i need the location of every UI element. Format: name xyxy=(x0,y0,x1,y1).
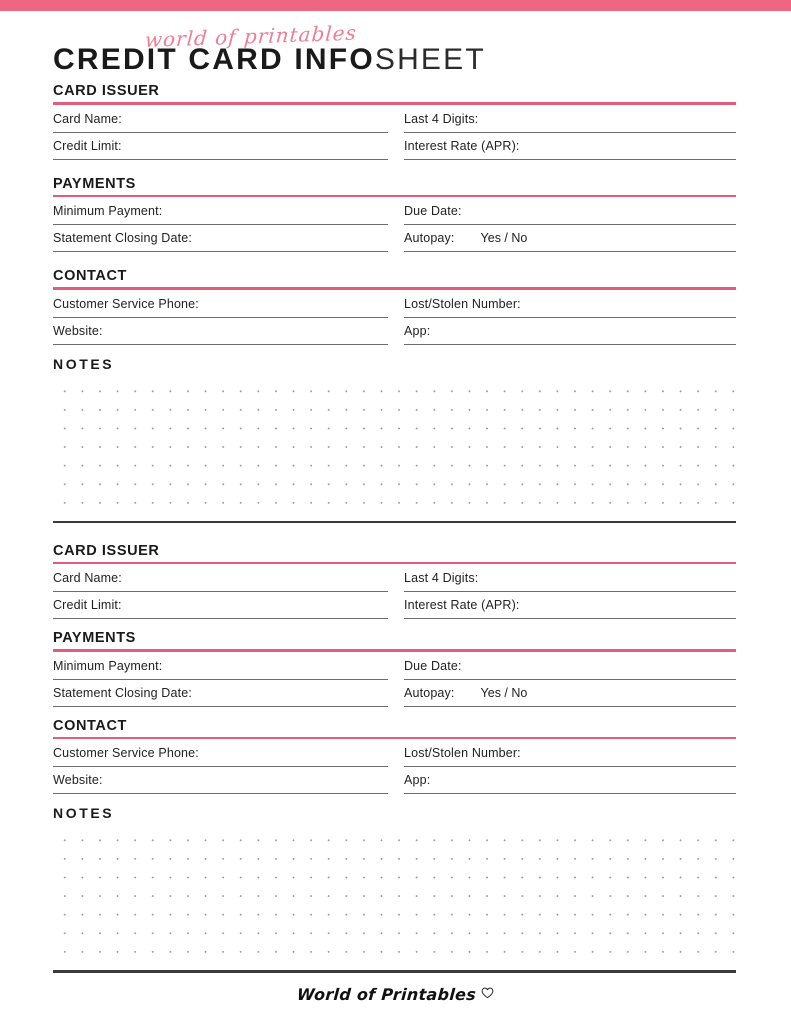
section-heading-contact-1: CONTACT xyxy=(53,268,128,284)
field-row xyxy=(53,680,736,707)
notes-dot-grid-1[interactable] xyxy=(53,375,736,510)
section-rule-contact-2 xyxy=(53,737,736,740)
field-label: Customer Service Phone: xyxy=(53,296,199,311)
spacer xyxy=(53,510,736,521)
section-heading-card-issuer-2: CARD ISSUER xyxy=(53,542,160,559)
card-block-1 xyxy=(53,83,736,510)
field-customer-service-phone-1[interactable] xyxy=(53,291,388,318)
heart-outline-icon xyxy=(481,986,494,1004)
section-rule-payments-1 xyxy=(53,195,736,198)
title-light-part: SHEET xyxy=(374,43,486,76)
section-rows-contact-1 xyxy=(53,291,736,345)
section-heading-payments-1: PAYMENTS xyxy=(53,175,136,192)
page-title xyxy=(53,11,736,83)
spacer xyxy=(53,345,736,356)
section-rule-payments-2 xyxy=(53,649,736,652)
field-label: App: xyxy=(404,773,431,788)
top-accent-bar xyxy=(0,0,791,11)
field-autopay-1[interactable] xyxy=(404,225,736,252)
section-heading-notes-1: NOTES xyxy=(53,355,115,372)
title-bold-part: CREDIT CARD INFO xyxy=(53,43,375,76)
field-label: Lost/Stolen Number: xyxy=(404,296,521,311)
field-row xyxy=(53,291,736,318)
field-label: Card Name: xyxy=(53,111,122,126)
field-website-2[interactable] xyxy=(53,767,388,794)
field-credit-limit-2[interactable] xyxy=(53,592,388,619)
spacer xyxy=(53,794,736,805)
field-row xyxy=(53,318,736,345)
field-last-4-digits-1[interactable] xyxy=(404,106,736,133)
section-rule-card-issuer-1 xyxy=(53,102,736,105)
notes-dot-grid-2[interactable] xyxy=(53,824,736,959)
field-label: Lost/Stolen Number: xyxy=(404,746,521,761)
footer-brand-text: World of Printables xyxy=(296,985,478,1004)
field-app-1[interactable] xyxy=(404,318,736,345)
field-label: Last 4 Digits: xyxy=(404,111,479,126)
field-row xyxy=(53,740,736,767)
field-last-4-digits-2[interactable] xyxy=(404,565,736,592)
field-row xyxy=(53,198,736,225)
field-app-2[interactable] xyxy=(404,767,736,794)
field-value-autopay[interactable]: Yes / No xyxy=(480,231,528,245)
field-label: Website: xyxy=(53,773,103,788)
field-minimum-payment-2[interactable] xyxy=(53,653,388,680)
field-row xyxy=(53,592,736,619)
field-label: Minimum Payment: xyxy=(53,658,163,673)
field-due-date-2[interactable] xyxy=(404,653,736,680)
field-label: Card Name: xyxy=(53,571,122,586)
field-statement-closing-date-1[interactable] xyxy=(53,225,388,252)
field-due-date-1[interactable] xyxy=(404,198,736,225)
section-rows-contact-2 xyxy=(53,740,736,794)
spacer xyxy=(53,959,736,970)
section-rows-payments-2 xyxy=(53,653,736,707)
field-label: Due Date: xyxy=(404,204,462,218)
field-interest-rate-1[interactable] xyxy=(404,133,736,160)
field-label: Interest Rate (APR): xyxy=(404,138,520,153)
field-card-name-2[interactable] xyxy=(53,565,388,592)
brand-script-tagline: world of printables xyxy=(144,20,358,53)
field-label: Last 4 Digits: xyxy=(404,571,479,586)
section-heading-contact-2: CONTACT xyxy=(53,717,128,734)
field-label: Autopay: xyxy=(404,231,455,245)
field-row xyxy=(53,767,736,794)
field-label: Credit Limit: xyxy=(53,138,122,153)
field-label: Website: xyxy=(53,323,103,338)
sheet-title xyxy=(53,45,486,75)
field-label: Minimum Payment: xyxy=(53,204,163,218)
section-rule-contact-1 xyxy=(53,287,736,290)
field-lost-stolen-number-2[interactable] xyxy=(404,740,736,767)
section-rows-card-issuer-1 xyxy=(53,106,736,160)
section-heading-notes-2: NOTES xyxy=(53,805,115,822)
spacer xyxy=(53,619,736,630)
field-row xyxy=(53,653,736,680)
field-label: Interest Rate (APR): xyxy=(404,598,520,613)
page-footer xyxy=(0,985,791,1005)
field-row xyxy=(53,565,736,592)
section-heading-card-issuer-1: CARD ISSUER xyxy=(53,83,160,99)
field-row xyxy=(53,225,736,252)
field-card-name-1[interactable] xyxy=(53,106,388,133)
field-statement-closing-date-2[interactable] xyxy=(53,680,388,707)
page-content xyxy=(53,11,736,973)
spacer xyxy=(53,160,736,176)
field-label: Autopay: xyxy=(404,685,455,700)
spacer xyxy=(53,252,736,268)
field-minimum-payment-1[interactable] xyxy=(53,198,388,225)
field-label: Statement Closing Date: xyxy=(53,231,192,245)
section-rule-card-issuer-2 xyxy=(53,562,736,565)
field-label: Statement Closing Date: xyxy=(53,685,192,700)
card-block-2 xyxy=(53,543,736,960)
field-label: Due Date: xyxy=(404,658,462,673)
spacer xyxy=(53,523,736,543)
field-label: Customer Service Phone: xyxy=(53,746,199,761)
field-label: Credit Limit: xyxy=(53,598,122,613)
section-rows-card-issuer-2 xyxy=(53,565,736,619)
field-value-autopay[interactable]: Yes / No xyxy=(480,685,528,700)
footer-divider xyxy=(53,970,736,972)
field-website-1[interactable] xyxy=(53,318,388,345)
field-credit-limit-1[interactable] xyxy=(53,133,388,160)
field-interest-rate-2[interactable] xyxy=(404,592,736,619)
field-customer-service-phone-2[interactable] xyxy=(53,740,388,767)
section-heading-payments-2: PAYMENTS xyxy=(53,630,136,647)
field-label: App: xyxy=(404,323,431,338)
field-row xyxy=(53,133,736,160)
field-autopay-2[interactable] xyxy=(404,680,736,707)
section-rows-payments-1 xyxy=(53,198,736,252)
field-row xyxy=(53,106,736,133)
field-lost-stolen-number-1[interactable] xyxy=(404,291,736,318)
spacer xyxy=(53,707,736,718)
